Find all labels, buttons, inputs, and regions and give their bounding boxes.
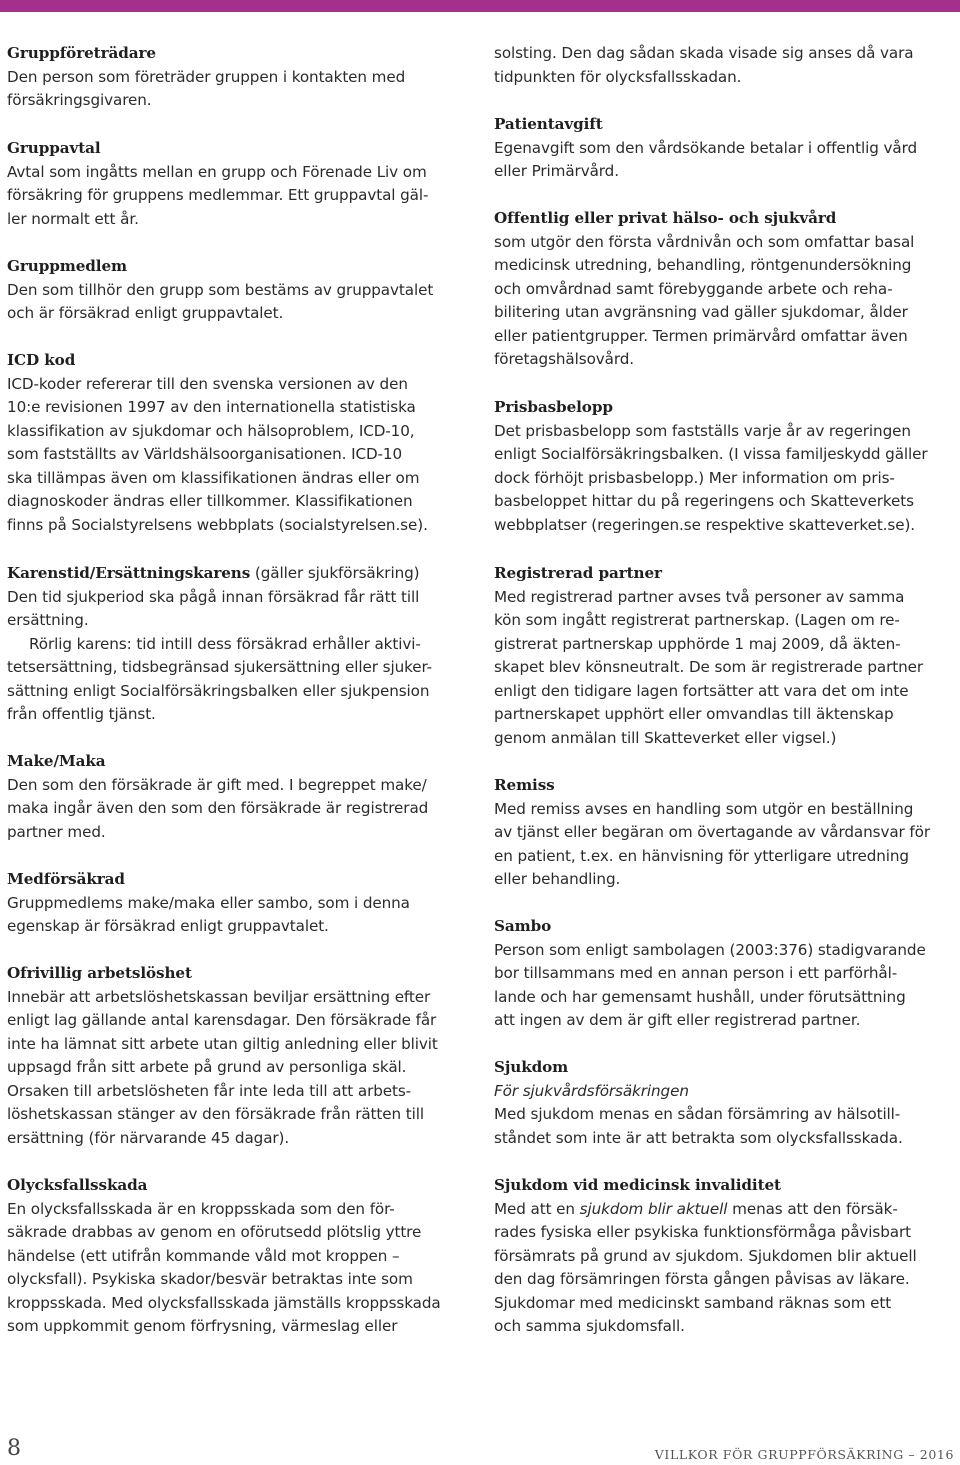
header-color-bar [0, 0, 960, 12]
definition-line: 10:e revisionen 1997 av den internationella statistiska [7, 398, 416, 416]
definition-line: egenskap är försäkrad enligt gruppavtalet. [7, 917, 329, 935]
definition-line: eller Primärvård. [494, 162, 619, 180]
term-title: Gruppmedlem [7, 257, 128, 275]
entry-icd-kod [7, 349, 467, 537]
definition-line: Rörlig karens: tid intill dess försäkrad erhåller aktivi- [29, 634, 421, 653]
definition-line: Egenavgift som den vårdsökande betalar i offentlig vård [494, 138, 917, 157]
definition-line: att ingen av dem är gift eller registrerad partner. [494, 1011, 861, 1029]
definition-line: och samma sjukdomsfall. [494, 1317, 685, 1335]
term-title: Registrerad partner [494, 564, 662, 582]
definition-line: ersättning (för närvarande 45 dagar). [7, 1128, 290, 1147]
definition-line: solsting. Den dag sådan skada visade sig anses då vara [494, 44, 914, 62]
definition-line: försäkring för gruppens medlemmar. Ett gruppavtal gäl- [7, 186, 429, 204]
entry-sjukdom-vid-medicinsk-invaliditet [494, 1174, 956, 1339]
definition-line: ersättning. [7, 611, 89, 629]
entry-sambo [494, 915, 956, 1033]
entry-olycksfallsskada [7, 1174, 467, 1339]
definition-line: eller patientgrupper. Termen primärvård omfattar även [494, 326, 908, 345]
entry-make-maka [7, 750, 467, 844]
term-qualifier: (gäller sjukförsäkring) [250, 564, 420, 582]
definition-line: Den person som företräder gruppen i kontakten med [7, 67, 406, 86]
definition-line: gistrerat partnerskap upphörde 1 maj 2009, då äkten- [494, 634, 901, 653]
definition-line: löshetskassan stänger av den försäkrade från rätten till [7, 1105, 424, 1123]
definition-line: uppsagd från sitt arbete på grund av personliga skäl. [7, 1058, 407, 1076]
definition-line: som fastställts av Världshälsoorganisationen. ICD-10 [7, 445, 403, 463]
definition-line: företagshälsovård. [494, 350, 635, 368]
definition-line: En olycksfallsskada är en kroppsskada som den för- [7, 1199, 395, 1218]
definition-line: rades fysiska eller psykiska funktionsförmåga påvisbart [494, 1223, 911, 1241]
definition-line: bor tillsammans med en annan person i ett parförhål- [494, 964, 898, 982]
definition-line: medicinsk utredning, behandling, röntgenundersökning [494, 256, 912, 274]
text-segment: menas att den försäk- [727, 1199, 898, 1218]
definition-line: försämrats på grund av sjukdom. Sjukdomen blir aktuell [494, 1246, 917, 1265]
definition-line: en patient, t.ex. en hänvisning för ytterligare utredning [494, 846, 909, 865]
entry-gruppforetradare [7, 42, 467, 113]
definition-line: Avtal som ingåtts mellan en grupp och Förenade Liv om [7, 162, 427, 181]
definition-line: ska tillämpas även om klassifikationen ändras eller om [7, 468, 420, 487]
entry-ofrivillig-arbetsloshet [7, 962, 467, 1150]
definition-line: kön som ingått registrerat partnerskap. (Lagen om re- [494, 611, 900, 629]
entry-olycksfallsskada-continued [494, 42, 956, 89]
entry-medforsakrad [7, 868, 467, 939]
definition-line: klassifikation av sjukdomar och hälsoproblem, ICD-10, [7, 421, 415, 440]
definition-line: enligt Socialförsäkringsbalken. (I vissa familjeskydd gäller [494, 445, 928, 463]
definition-line: händelse (ett utifrån kommande våld mot kroppen – [7, 1246, 400, 1265]
term-title: Gruppföreträdare [7, 44, 156, 62]
definition-line: Med registrerad partner avses två personer av samma [494, 587, 905, 606]
definition-line: ståndet som inte är att betrakta som olycksfallsskada. [494, 1128, 903, 1147]
definition-line: kroppsskada. Med olycksfallsskada jämställs kroppsskada [7, 1293, 441, 1312]
definition-line: från offentlig tjänst. [7, 705, 156, 723]
definition-line: Person som enligt sambolagen (2003:376) stadigvarande [494, 940, 926, 959]
definition-line: genom anmälan till Skatteverket eller vigsel.) [494, 728, 837, 747]
term-title: Karenstid/Ersättningskarens [7, 564, 251, 582]
definition-line: som utgör den första vårdnivån och som omfattar basal [494, 232, 915, 251]
term-title: Sambo [494, 917, 552, 935]
definition-line: tidpunkten för olycksfallsskadan. [494, 67, 742, 86]
entry-patientavgift [494, 113, 956, 184]
definition-line: Den som den försäkrade är gift med. I begreppet make/ [7, 775, 427, 794]
entry-offentlig-vard [494, 207, 956, 372]
entry-sjukdom [494, 1056, 956, 1150]
term-title: Remiss [494, 776, 555, 794]
definition-line: olycksfall). Psykiska skador/besvär betraktas inte som [7, 1270, 413, 1288]
definition-line: diagnoskoder ändras eller tillkommer. Klassifikationen [7, 492, 413, 510]
definition-line: enligt lag gällande antal karensdagar. Den försäkrade får [7, 1011, 437, 1029]
definition-line: enligt den tidigare lagen fortsätter att vara det om inte [494, 681, 909, 700]
definition-line: Med remiss avses en handling som utgör en beställning [494, 799, 914, 818]
term-subtitle: För sjukvårdsförsäkringen [494, 1081, 689, 1100]
definition-line: ler normalt ett år. [7, 209, 139, 228]
page-number: 8 [7, 1436, 21, 1461]
definition-line: basbeloppet hittar du på regeringens och Skatteverkets [494, 492, 914, 510]
definition-line: Det prisbasbelopp som fastställs varje år av regeringen [494, 421, 911, 440]
definition-line: Den som tillhör den grupp som bestäms av gruppavtalet [7, 280, 434, 299]
definition-line: Orsaken till arbetslösheten får inte leda till att arbets- [7, 1081, 412, 1100]
definition-line: partner med. [7, 822, 106, 841]
entry-registrerad-partner [494, 562, 956, 750]
term-title: Gruppavtal [7, 139, 101, 157]
definition-line: Sjukdomar med medicinskt samband räknas som ett [494, 1293, 892, 1312]
definition-line: webbplatser (regeringen.se respektive skatteverket.se). [494, 515, 916, 534]
definition-line: finns på Socialstyrelsens webbplats (socialstyrelsen.se). [7, 515, 428, 534]
definition-line: Gruppmedlems make/maka eller sambo, som i denna [7, 893, 410, 912]
definition-line [494, 1198, 956, 1222]
entry-karenstid [7, 562, 467, 727]
definition-line: Den tid sjukperiod ska pågå innan försäkrad får rätt till [7, 587, 420, 606]
definition-line: skapet blev könsneutralt. De som är registrerade partner [494, 658, 923, 676]
term-title: Prisbasbelopp [494, 398, 613, 416]
definition-line: eller behandling. [494, 870, 621, 888]
definition-line: och är försäkrad enligt gruppavtalet. [7, 304, 284, 322]
definition-line: sättning enligt Socialförsäkringsbalken eller sjukpension [7, 681, 430, 700]
term-title: Olycksfallsskada [7, 1176, 148, 1194]
term-title: Ofrivillig arbetslöshet [7, 964, 192, 982]
entry-gruppmedlem [7, 255, 467, 326]
definition-line: och omvårdnad samt förebyggande arbete och reha- [494, 279, 893, 298]
term-title: Offentlig eller privat hälso- och sjukvård [494, 209, 837, 227]
term-title: Sjukdom vid medicinsk invaliditet [494, 1176, 781, 1194]
term-title: Make/Maka [7, 752, 106, 770]
term-title: ICD kod [7, 351, 76, 369]
definition-line: partnerskapet upphört eller omvandlas till äktenskap [494, 705, 894, 723]
term-title: Sjukdom [494, 1058, 569, 1076]
definition-line: säkrade drabbas av genom en oförutsedd plötslig yttre [7, 1223, 422, 1241]
definition-line: lande och har gemensamt hushåll, under förutsättning [494, 987, 906, 1006]
definition-line: dock förhöjt prisbasbelopp.) Mer information om pris- [494, 468, 895, 487]
definition-line: den dag försämringen första gången påvisas av läkare. [494, 1270, 910, 1288]
definition-line: av tjänst eller begäran om övertagande av vårdansvar för [494, 823, 931, 841]
entry-remiss [494, 774, 956, 892]
definition-line: maka ingår även den som den försäkrade är registrerad [7, 799, 429, 817]
document-title: VILLKOR FÖR GRUPPFÖRSÄKRING – 2016 [654, 1447, 954, 1462]
definition-line: bilitering utan avgränsning vad gäller sjukdomar, ålder [494, 303, 908, 321]
definition-line: tetsersättning, tidsbegränsad sjukersättning eller sjuker- [7, 658, 433, 676]
definition-line: försäkringsgivaren. [7, 91, 152, 109]
definition-line: Innebär att arbetslöshetskassan beviljar ersättning efter [7, 987, 431, 1006]
entry-prisbasbelopp [494, 396, 956, 537]
term-title-row [7, 562, 467, 586]
definition-line: ICD-koder refererar till den svenska versionen av den [7, 374, 408, 393]
definition-line: som uppkommit genom förfrysning, värmeslag eller [7, 1317, 398, 1335]
text-segment: Med att en [494, 1199, 580, 1218]
definition-line: Med sjukdom menas en sådan försämring av hälsotill- [494, 1105, 901, 1123]
definition-line: inte ha lämnat sitt arbete utan giltig anledning eller blivit [7, 1034, 438, 1053]
emphasized-text: sjukdom blir aktuell [579, 1199, 728, 1218]
term-title: Patientavgift [494, 115, 603, 133]
entry-gruppavtal [7, 137, 467, 231]
term-title: Medförsäkrad [7, 870, 125, 888]
